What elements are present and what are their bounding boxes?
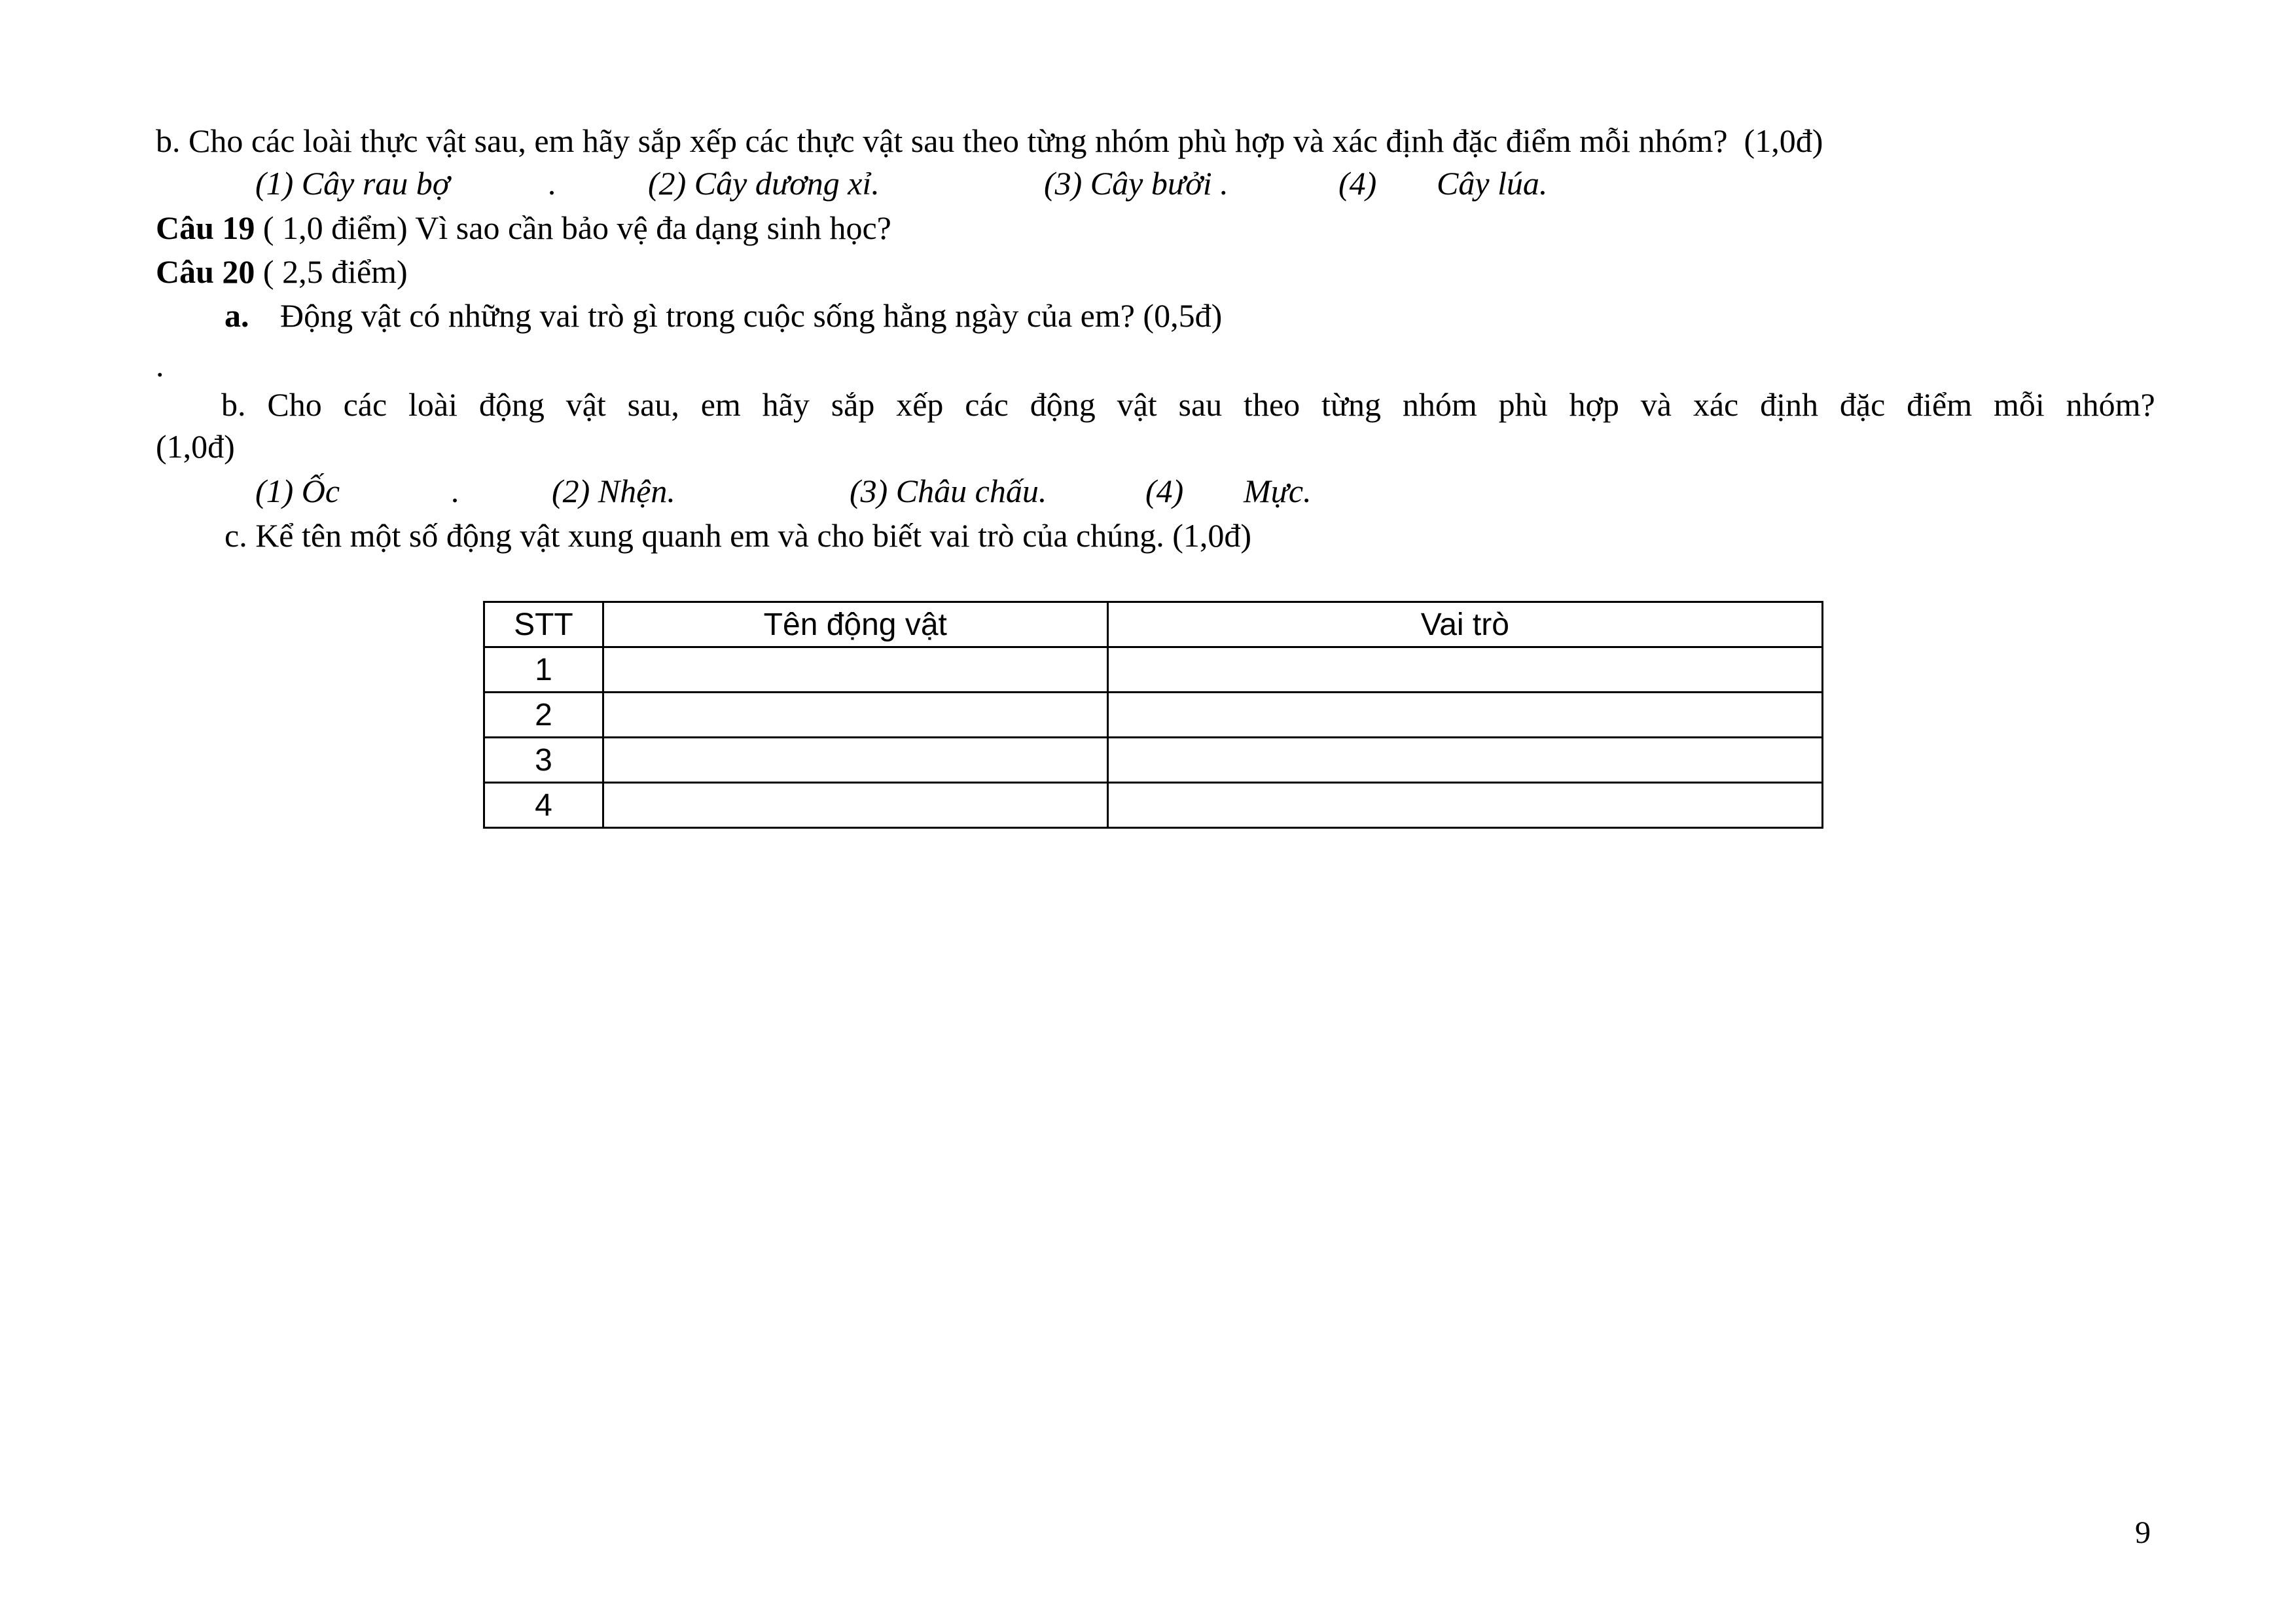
q20b-score: (1,0đ) [156,428,235,465]
cell-role[interactable] [1107,738,1822,783]
q20b-word: động [1030,386,1096,423]
cell-animal-name[interactable] [603,738,1107,783]
q18b-item-4-text: Cây lúa. [1437,165,1548,202]
q20b-word: và [1640,386,1672,423]
q19-text: ( 1,0 điểm) Vì sao cần bảo vệ đa dạng sinh học? [255,209,891,246]
animal-roles-table [483,601,1823,829]
q19-line [156,208,891,247]
q20b-word: từng [1321,386,1381,423]
q20b-word: hợp [1569,386,1619,423]
q20-text: ( 2,5 điểm) [255,253,408,290]
q20a-text: Động vật có những vai trò gì trong cuộc sống hằng ngày của em? (0,5đ) [280,297,1223,334]
q20b-item-3: (3) Châu chấu. [850,473,1047,509]
q20-line [156,252,408,291]
q20b-word: xếp [896,386,944,423]
q20b-word: các [343,386,387,423]
q20b-item-4-number: (4) [1145,473,1184,509]
q20b-line [221,385,2155,424]
q20b-word: điểm [1907,386,1973,423]
q20b-word: xác [1693,386,1739,423]
q20b-word: vật [1117,386,1157,423]
table-header-row [484,602,1823,647]
cell-stt: 3 [484,738,603,783]
q20b-word: loài [408,386,457,423]
q20b-word: đặc [1839,386,1886,423]
cell-animal-name[interactable] [603,647,1107,693]
q18b-item-4-number: (4) [1338,165,1377,202]
table-row [484,783,1823,828]
q20b-word: theo [1244,386,1300,423]
cell-stt: 1 [484,647,603,693]
cell-stt: 4 [484,783,603,828]
q20b-word: nhóm? [2066,386,2155,423]
q20b-item-2: (2) Nhện. [552,473,675,509]
cell-stt: 2 [484,693,603,738]
q20a-label: a. [224,297,249,334]
q20b-word: vật [565,386,606,423]
stray-dot: . [156,347,164,384]
q20-label: Câu 20 [156,253,255,290]
q20b-word: động [478,386,545,423]
q20b-word: hãy [762,386,810,423]
cell-animal-name[interactable] [603,783,1107,828]
table-row [484,693,1823,738]
q20b-word: sắp [831,386,875,423]
q18b-text: b. Cho các loài thực vật sau, em hãy sắp xếp các thực vật sau theo từng nhóm phù hợp và xác định đặc điểm mỗi nhóm? (1,0đ) [156,122,1823,159]
q18b-item-3: (3) Cây bưởi . [1044,165,1229,202]
header-animal-name: Tên động vật [603,602,1107,647]
cell-role[interactable] [1107,647,1822,693]
q20b-word: sau, [627,386,679,423]
q20b-word: mỗi [1993,386,2045,423]
cell-animal-name[interactable] [603,693,1107,738]
q20c-text: c. Kể tên một số động vật xung quanh em và cho biết vai trò của chúng. (1,0đ) [224,517,1252,554]
q19-label: Câu 19 [156,209,255,246]
q20b-word: phù [1498,386,1548,423]
q18b-item-2: (2) Cây dương xỉ. [648,165,880,202]
page-number: 9 [2135,1515,2151,1550]
q20b-word: em [700,386,741,423]
q20b-word: các [965,386,1009,423]
header-stt: STT [484,602,603,647]
table-row [484,738,1823,783]
cell-role[interactable] [1107,693,1822,738]
q20b-item-1: (1) Ốc [255,473,340,509]
q20b-word: sau [1178,386,1223,423]
header-role: Vai trò [1107,602,1822,647]
q18b-item-dot: . [548,165,557,202]
q20b-item-4-text: Mực. [1244,473,1312,509]
table-row [484,647,1823,693]
q20b-word: định [1760,386,1819,423]
cell-role[interactable] [1107,783,1822,828]
q20b-word: b. [221,386,246,423]
q20b-word: nhóm [1402,386,1477,423]
q20b-word: Cho [267,386,322,423]
q20b-item-dot: . [452,473,460,509]
q18b-item-1: (1) Cây rau bợ [255,165,450,202]
